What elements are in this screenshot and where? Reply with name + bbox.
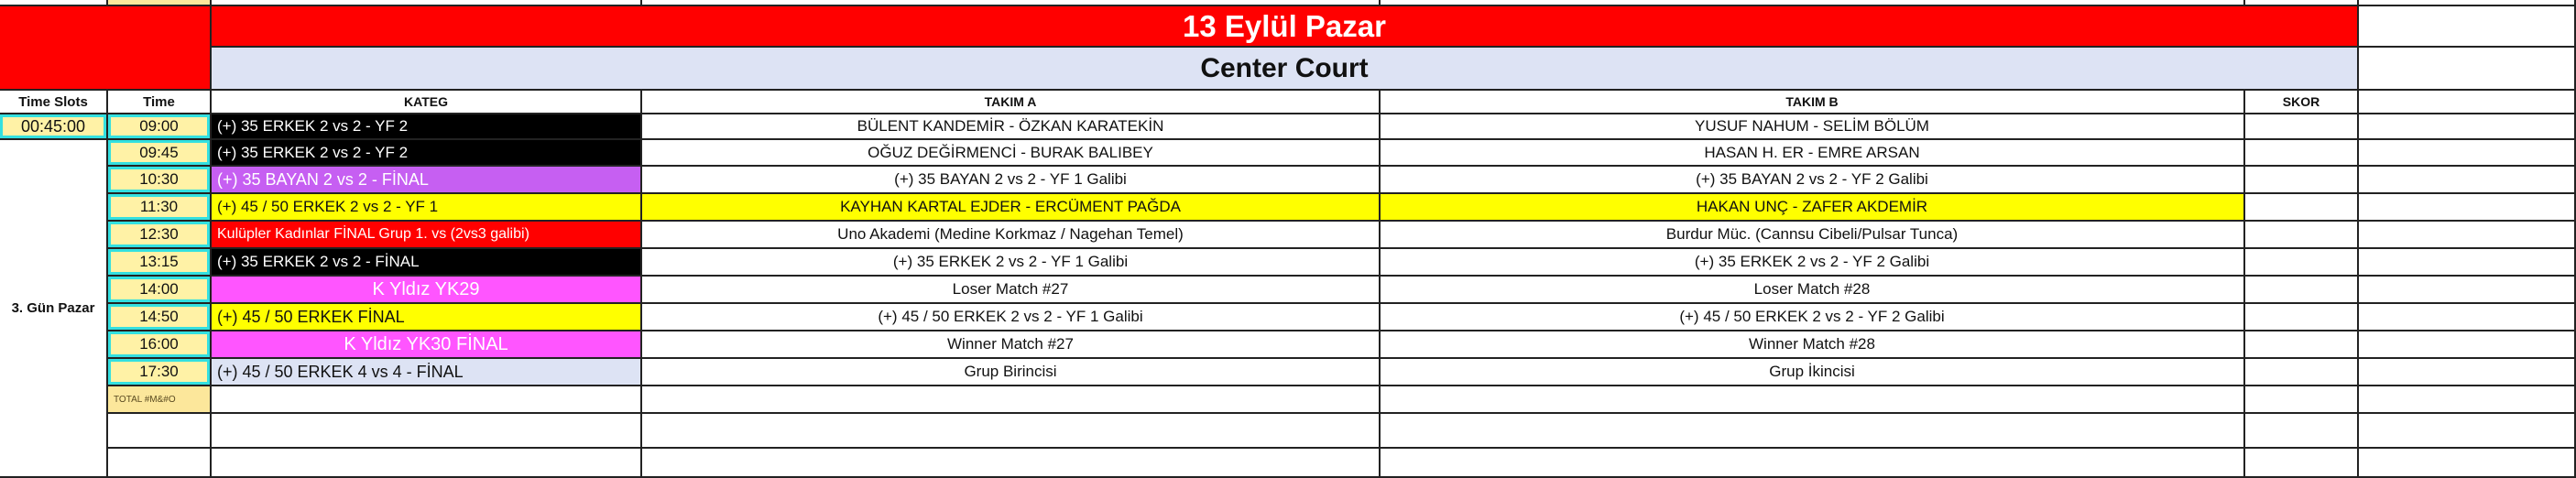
match-skor[interactable] (2245, 114, 2359, 140)
header-skor[interactable]: SKOR (2245, 91, 2359, 114)
top-cell[interactable] (642, 0, 1381, 6)
match-skor[interactable] (2245, 277, 2359, 304)
match-time[interactable]: 17:30 (108, 359, 212, 386)
empty-cell[interactable] (2359, 222, 2576, 249)
header-time-slots[interactable]: Time Slots (0, 91, 108, 114)
match-kateg[interactable]: (+) 45 / 50 ERKEK 2 vs 2 - YF 1 (212, 194, 642, 222)
time-slot-value[interactable]: 00:45:00 (0, 114, 108, 140)
match-kateg[interactable]: (+) 35 ERKEK 2 vs 2 - FİNAL (212, 249, 642, 277)
empty-cell[interactable] (2245, 414, 2359, 449)
empty-cell[interactable] (2245, 449, 2359, 478)
empty-cell[interactable] (2359, 194, 2576, 222)
empty-cell[interactable] (1381, 449, 2245, 478)
match-time[interactable]: 14:50 (108, 304, 212, 331)
match-skor[interactable] (2245, 194, 2359, 222)
empty-cell[interactable] (2359, 6, 2576, 48)
match-kateg[interactable]: (+) 45 / 50 ERKEK FİNAL (212, 304, 642, 331)
match-skor[interactable] (2245, 167, 2359, 194)
empty-cell[interactable] (108, 414, 212, 449)
match-takim-b[interactable]: Winner Match #28 (1381, 331, 2245, 359)
match-time[interactable]: 12:30 (108, 222, 212, 249)
match-kateg[interactable]: (+) 35 ERKEK 2 vs 2 - YF 2 (212, 140, 642, 167)
match-takim-b[interactable]: (+) 35 ERKEK 2 vs 2 - YF 2 Galibi (1381, 249, 2245, 277)
match-takim-a[interactable]: (+) 35 BAYAN 2 vs 2 - YF 1 Galibi (642, 167, 1381, 194)
empty-cell[interactable] (108, 449, 212, 478)
top-cell[interactable] (2245, 0, 2359, 6)
match-takim-b[interactable]: YUSUF NAHUM - SELİM BÖLÜM (1381, 114, 2245, 140)
empty-cell[interactable] (212, 449, 642, 478)
match-takim-a[interactable]: (+) 45 / 50 ERKEK 2 vs 2 - YF 1 Galibi (642, 304, 1381, 331)
empty-cell[interactable] (212, 414, 642, 449)
match-takim-a[interactable]: Winner Match #27 (642, 331, 1381, 359)
header-takim-b[interactable]: TAKIM B (1381, 91, 2245, 114)
match-takim-b[interactable]: Loser Match #28 (1381, 277, 2245, 304)
empty-cell[interactable] (2359, 167, 2576, 194)
match-takim-b[interactable]: Burdur Müc. (Cannsu Cibeli/Pulsar Tunca) (1381, 222, 2245, 249)
match-time[interactable]: 14:00 (108, 277, 212, 304)
header-takim-a[interactable]: TAKIM A (642, 91, 1381, 114)
empty-cell[interactable] (2359, 277, 2576, 304)
day-label[interactable]: 3. Gün Pazar (0, 140, 108, 478)
match-kateg[interactable]: (+) 35 BAYAN 2 vs 2 - FİNAL (212, 167, 642, 194)
empty-cell[interactable] (2359, 414, 2576, 449)
match-time[interactable]: 13:15 (108, 249, 212, 277)
match-takim-a[interactable]: Grup Birincisi (642, 359, 1381, 386)
total-label[interactable]: TOTAL #M&#O (108, 386, 212, 414)
empty-cell[interactable] (2359, 114, 2576, 140)
top-cell[interactable] (108, 0, 212, 6)
match-time[interactable]: 16:00 (108, 331, 212, 359)
match-skor[interactable] (2245, 249, 2359, 277)
match-time[interactable]: 11:30 (108, 194, 212, 222)
empty-cell[interactable] (2359, 304, 2576, 331)
empty-cell[interactable] (212, 386, 642, 414)
empty-cell[interactable] (1381, 386, 2245, 414)
empty-cell[interactable] (642, 414, 1381, 449)
match-time[interactable]: 10:30 (108, 167, 212, 194)
match-skor[interactable] (2245, 331, 2359, 359)
empty-cell[interactable] (642, 386, 1381, 414)
match-takim-a[interactable]: (+) 35 ERKEK 2 vs 2 - YF 1 Galibi (642, 249, 1381, 277)
court-title[interactable]: Center Court (212, 48, 2359, 91)
top-cell[interactable] (0, 0, 108, 6)
match-kateg[interactable]: K Yldız YK29 (212, 277, 642, 304)
top-cell[interactable] (2359, 0, 2576, 6)
header-kateg[interactable]: KATEG (212, 91, 642, 114)
match-time[interactable]: 09:45 (108, 140, 212, 167)
empty-cell[interactable] (2359, 249, 2576, 277)
match-skor[interactable] (2245, 304, 2359, 331)
top-cell[interactable] (212, 0, 642, 6)
header-red-block[interactable] (0, 6, 212, 91)
date-title[interactable]: 13 Eylül Pazar (212, 6, 2359, 48)
match-takim-b[interactable]: Grup İkincisi (1381, 359, 2245, 386)
match-takim-a[interactable]: Uno Akademi (Medine Korkmaz / Nagehan Temel) (642, 222, 1381, 249)
empty-cell[interactable] (2359, 359, 2576, 386)
match-skor[interactable] (2245, 359, 2359, 386)
match-kateg[interactable]: (+) 45 / 50 ERKEK 4 vs 4 - FİNAL (212, 359, 642, 386)
match-takim-a[interactable]: BÜLENT KANDEMİR - ÖZKAN KARATEKİN (642, 114, 1381, 140)
empty-cell[interactable] (1381, 414, 2245, 449)
match-takim-a[interactable]: KAYHAN KARTAL EJDER - ERCÜMENT PAĞDA (642, 194, 1381, 222)
empty-cell[interactable] (642, 449, 1381, 478)
empty-cell[interactable] (2359, 331, 2576, 359)
match-time[interactable]: 09:00 (108, 114, 212, 140)
header-time[interactable]: Time (108, 91, 212, 114)
match-skor[interactable] (2245, 222, 2359, 249)
match-kateg[interactable]: (+) 35 ERKEK 2 vs 2 - YF 2 (212, 114, 642, 140)
match-takim-a[interactable]: OĞUZ DEĞİRMENCİ - BURAK BALIBEY (642, 140, 1381, 167)
match-takim-b[interactable]: (+) 35 BAYAN 2 vs 2 - YF 2 Galibi (1381, 167, 2245, 194)
empty-cell[interactable] (2245, 386, 2359, 414)
match-kateg[interactable]: K Yldız YK30 FİNAL (212, 331, 642, 359)
empty-cell[interactable] (2359, 386, 2576, 414)
top-cell[interactable] (1381, 0, 2245, 6)
match-takim-b[interactable]: HASAN H. ER - EMRE ARSAN (1381, 140, 2245, 167)
match-takim-b[interactable]: HAKAN UNÇ - ZAFER AKDEMİR (1381, 194, 2245, 222)
match-kateg[interactable]: Kulüpler Kadınlar FİNAL Grup 1. vs (2vs3 galibi) (212, 222, 642, 249)
empty-cell[interactable] (2359, 449, 2576, 478)
empty-cell[interactable] (2359, 91, 2576, 114)
empty-cell[interactable] (2359, 48, 2576, 91)
match-takim-b[interactable]: (+) 45 / 50 ERKEK 2 vs 2 - YF 2 Galibi (1381, 304, 2245, 331)
match-takim-a[interactable]: Loser Match #27 (642, 277, 1381, 304)
match-skor[interactable] (2245, 140, 2359, 167)
empty-cell[interactable] (2359, 140, 2576, 167)
